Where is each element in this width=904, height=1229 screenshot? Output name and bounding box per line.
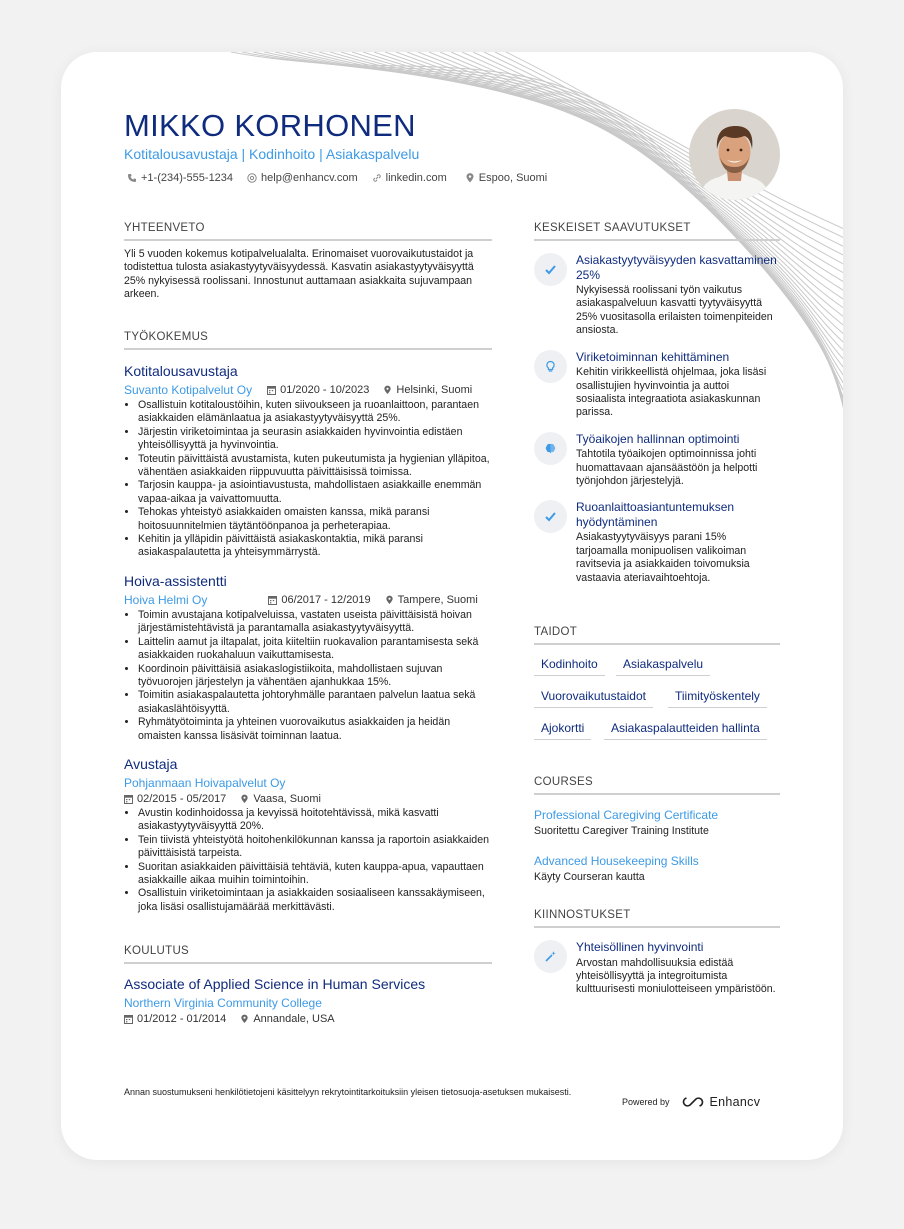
job-location-text: Vaasa, Suomi bbox=[253, 792, 321, 805]
achievement-text: Tahtotila työaikojen optimoinnissa johti huomattavaan ajansäästöön ja helpotti työnjohdon järjestelyjä. bbox=[576, 448, 758, 488]
contact-linkedin[interactable] bbox=[372, 172, 447, 184]
resume-page bbox=[61, 52, 843, 1160]
degree-title: Associate of Applied Science in Human Services bbox=[124, 976, 426, 992]
skill-tag: Tiimityöskentely bbox=[668, 689, 767, 708]
skill-tag: Asiakaspalautteiden hallinta bbox=[604, 721, 767, 740]
interests-section bbox=[534, 909, 780, 997]
powered-by-badge[interactable] bbox=[622, 1095, 760, 1109]
education-dates-text: 01/2012 - 01/2014 bbox=[137, 1013, 227, 1025]
candidate-title: Kotitalousavustaja | Kodinhoito | Asiakaspalvelu bbox=[124, 146, 420, 162]
phone-icon bbox=[127, 173, 137, 183]
company-name: Pohjanmaan Hoivapalvelut Oy bbox=[124, 775, 286, 790]
powered-by-label: Powered by bbox=[622, 1097, 670, 1107]
skills-heading: TAIDOT bbox=[534, 626, 780, 645]
bullet-item: • Toteutin päivittäistä avustamista, kuten pukeutumista ja hygienian ylläpitoa, vähentäen asiakkaiden riippuvuutta päivittäisissä toimissa. bbox=[138, 453, 492, 480]
calendar-icon bbox=[124, 1014, 133, 1024]
job-bullets bbox=[124, 609, 492, 743]
consent-note: Annan suostumukseni henkilötietojeni käsittelyyn rekrytointitarkoituksiin yleisen tietosuoja-asetuksen mukaisesti. bbox=[124, 1087, 572, 1097]
contact-email[interactable] bbox=[247, 172, 358, 184]
job-entry bbox=[124, 573, 492, 743]
summary-text: Yli 5 vuoden kokemus kotipalvelualalta. Erinomaiset vuorovaikutustaidot ja todistettua tulosta asiakastyytyväisyydessä. Kasvatin asiakastyytyväisyyttä 25% nykyisessä roolissani. Innostunut auttamaan asiakkaita sujuvampaan arkeen. bbox=[124, 248, 474, 301]
job-entry bbox=[124, 363, 492, 560]
bullet-item: • Koordinoin päivittäisiä asiakaslogistiikoita, mahdollistaen sujuvan työvuorojen järjestelyn ja vähentäen ajanhukkaa 15%. bbox=[138, 663, 492, 690]
magic-wand-icon bbox=[534, 940, 567, 973]
achievement-item bbox=[534, 350, 780, 420]
phone-text: +1-(234)-555-1234 bbox=[141, 172, 234, 184]
contact-phone[interactable] bbox=[127, 172, 233, 184]
course-name: Professional Caregiving Certificate bbox=[534, 808, 719, 822]
linkedin-text: linkedin.com bbox=[385, 172, 447, 184]
bullet-item: • Toimitin asiakaspalautetta johtoryhmälle parantaen palvelun laatua sekä asiakaslähtöisyyttä. bbox=[138, 689, 492, 716]
enhancv-logo bbox=[680, 1095, 761, 1109]
interest-text: Arvostan mahdollisuuksia edistää yhteisöllisyyttä ja integroitumista kulttuurisesti moniulotteiseen ympäristöön. bbox=[576, 956, 776, 996]
bullet-item: • Toimin avustajana kotipalveluissa, vastaten useista päivittäisistä hoivan järjestämistehtävistä ja parantamalla asiakastyytyväisyyttä. bbox=[138, 609, 492, 636]
skills-section bbox=[534, 626, 780, 746]
bullet-item: • Laittelin aamut ja iltapalat, joita kiiteltiin ruokavalion parantamisesta sekä asiakkaiden ruokahaluun vaikuttamisesta. bbox=[138, 636, 492, 663]
calendar-icon bbox=[267, 385, 276, 395]
education-location-text: Annandale, USA bbox=[253, 1013, 335, 1025]
job-meta-row bbox=[124, 383, 492, 397]
summary-section bbox=[124, 222, 492, 302]
job-location bbox=[385, 594, 478, 606]
job-dates-text: 01/2020 - 10/2023 bbox=[280, 384, 370, 396]
job-title: Avustaja bbox=[124, 755, 178, 772]
job-dates-text: 06/2017 - 12/2019 bbox=[281, 593, 371, 606]
job-meta-row bbox=[124, 793, 492, 805]
experience-section bbox=[124, 331, 492, 914]
experience-heading: TYÖKOKEMUS bbox=[124, 331, 492, 350]
bullet-item: • Suoritan asiakkaiden päivittäisiä tehtäviä, kuten kauppa-apua, vapauttaen asiakkaille aikaa muihin toimintoihin. bbox=[138, 861, 492, 888]
lightbulb-icon bbox=[534, 350, 567, 383]
summary-heading: YHTEENVETO bbox=[124, 222, 492, 241]
job-title: Kotitalousavustaja bbox=[124, 363, 238, 379]
job-location bbox=[240, 793, 321, 805]
calendar-icon bbox=[268, 595, 277, 605]
location-pin-icon bbox=[385, 595, 394, 605]
job-bullets bbox=[124, 807, 492, 914]
job-entry bbox=[124, 756, 492, 914]
bullet-item: • Tehokas yhteistyö asiakkaiden omaisten kanssa, mikä paransi hoitosuunnitelmien täytäntöönpanoa ja perheterapiaa. bbox=[138, 506, 492, 533]
achievement-item bbox=[534, 253, 780, 338]
education-section bbox=[124, 945, 492, 1025]
brand-name: Enhancv bbox=[709, 1095, 761, 1109]
check-icon bbox=[534, 253, 567, 286]
job-dates bbox=[124, 793, 226, 805]
bullet-item: • Osallistuin kotitaloustöihin, kuten siivoukseen ja ruoanlaittoon, parantaen asiakkaiden elämänlaatua ja asiakastyytyväisyyttä 25%. bbox=[138, 399, 492, 426]
contact-bar bbox=[127, 172, 547, 184]
location-pin-icon bbox=[465, 173, 475, 183]
skill-tag: Ajokortti bbox=[534, 721, 591, 740]
brain-icon bbox=[534, 432, 567, 465]
job-dates bbox=[268, 594, 370, 606]
job-location bbox=[383, 384, 472, 396]
location-pin-icon bbox=[240, 1014, 249, 1024]
candidate-name: MIKKO KORHONEN bbox=[124, 108, 416, 143]
achievement-title: Ruoanlaittoasiantuntemuksen hyödyntäminen bbox=[576, 500, 735, 529]
skill-tag: Vuorovaikutustaidot bbox=[534, 689, 653, 708]
achievement-item bbox=[534, 500, 780, 585]
company-name: Hoiva Helmi Oy bbox=[124, 592, 208, 607]
courses-heading: COURSES bbox=[534, 776, 780, 795]
bullet-item: • Avustin kodinhoidossa ja kevyissä hoitotehtävissä, mikä kasvatti asiakastyytyväisyyttä 20%. bbox=[138, 807, 492, 834]
job-location-text: Helsinki, Suomi bbox=[396, 384, 473, 396]
bullet-item: • Ryhmätyötoiminta ja yhteinen vuorovaikutus asiakkaiden ja heidän omaisten kanssa lisäsivät toiminnan laatua. bbox=[138, 716, 492, 743]
bullet-item: • Kehitin ja ylläpidin päivittäistä asiakaskontaktia, mikä paransi asiakaspalautetta ja yhteisymmärrystä. bbox=[138, 533, 492, 560]
achievement-title: Työaikojen hallinnan optimointi bbox=[576, 431, 740, 446]
check-icon bbox=[534, 500, 567, 533]
course-detail: Käyty Courseran kautta bbox=[534, 871, 645, 884]
interests-heading: KIINNOSTUKSET bbox=[534, 909, 780, 928]
courses-section bbox=[534, 776, 780, 885]
calendar-icon bbox=[124, 794, 133, 804]
job-location-text: Tampere, Suomi bbox=[397, 593, 478, 606]
contact-location bbox=[465, 172, 547, 184]
achievement-title: Asiakastyytyväisyyden kasvattaminen 25% bbox=[576, 253, 777, 282]
portrait-photo bbox=[689, 109, 780, 200]
job-bullets bbox=[124, 399, 492, 560]
job-dates bbox=[267, 384, 369, 396]
location-text: Espoo, Suomi bbox=[478, 172, 548, 184]
email-text: help@enhancv.com bbox=[261, 172, 358, 184]
bullet-item: • Järjestin viriketoimintaa ja seurasin asiakkaiden hyvinvointia edistäen yhteisöllisyyttä ja hyvinvointia. bbox=[138, 426, 492, 453]
infinity-logo-icon bbox=[680, 1095, 706, 1109]
company-name: Suvanto Kotipalvelut Oy bbox=[124, 383, 253, 397]
education-heading: KOULUTUS bbox=[124, 945, 492, 964]
achievements-heading: KESKEISET SAAVUTUKSET bbox=[534, 222, 780, 241]
achievement-text: Nykyisessä roolissani työn vaikutus asiakaspalveluun kasvatti tyytyväisyyttä 25% vuositasolla erilaisten toimenpiteiden ansiosta. bbox=[576, 284, 773, 337]
avatar bbox=[689, 109, 780, 200]
bullet-item: • Osallistuin viriketoimintaan ja asiakkaiden sosiaaliseen kanssakäymiseen, joka lisäsi osallistujamäärää merkittävästi. bbox=[138, 887, 492, 914]
skill-tag: Kodinhoito bbox=[534, 657, 605, 676]
education-meta-row bbox=[124, 1013, 492, 1025]
job-dates-text: 02/2015 - 05/2017 bbox=[137, 792, 227, 805]
location-pin-icon bbox=[240, 794, 249, 804]
achievement-text: Asiakastyytyväisyys parani 15% tarjoamalla monipuolisen valikoiman ravitsevia ja asiakkaiden toivomuksia vastaavia ateriavaihtoehtoja. bbox=[576, 531, 750, 584]
interest-title: Yhteisöllinen hyvinvointi bbox=[576, 940, 704, 954]
job-meta-row bbox=[124, 593, 492, 607]
location-pin-icon bbox=[383, 385, 392, 395]
skill-tag: Asiakaspalvelu bbox=[616, 657, 710, 676]
course-name: Advanced Housekeeping Skills bbox=[534, 854, 699, 869]
achievement-text: Kehitin virikkeellistä ohjelmaa, joka lisäsi osallistujien hyvinvointia ja auttoi sosiaalista integraatiota asiakaskunnan parissa. bbox=[576, 366, 767, 419]
achievement-item bbox=[534, 432, 780, 489]
achievements-section bbox=[534, 222, 780, 585]
school-name: Northern Virginia Community College bbox=[124, 996, 322, 1010]
link-icon bbox=[372, 173, 382, 183]
achievement-title: Viriketoiminnan kehittäminen bbox=[576, 349, 730, 364]
bullet-item: • Tarjosin kauppa- ja asiointiavustusta, mahdollistaen asiakkaille enemmän vapaa-aikaa ja vaivattomuutta. bbox=[138, 479, 492, 506]
course-detail: Suoritettu Caregiver Training Institute bbox=[534, 825, 709, 837]
education-location bbox=[240, 1013, 334, 1025]
education-dates bbox=[124, 1013, 226, 1025]
interest-item bbox=[534, 940, 780, 997]
bullet-item: • Tein tiivistä yhteistyötä hoitohenkilökunnan kanssa ja raportoin asiakkaiden päivittäisistä tarpeista. bbox=[138, 834, 492, 861]
at-icon bbox=[247, 173, 257, 183]
job-title: Hoiva-assistentti bbox=[124, 572, 227, 589]
